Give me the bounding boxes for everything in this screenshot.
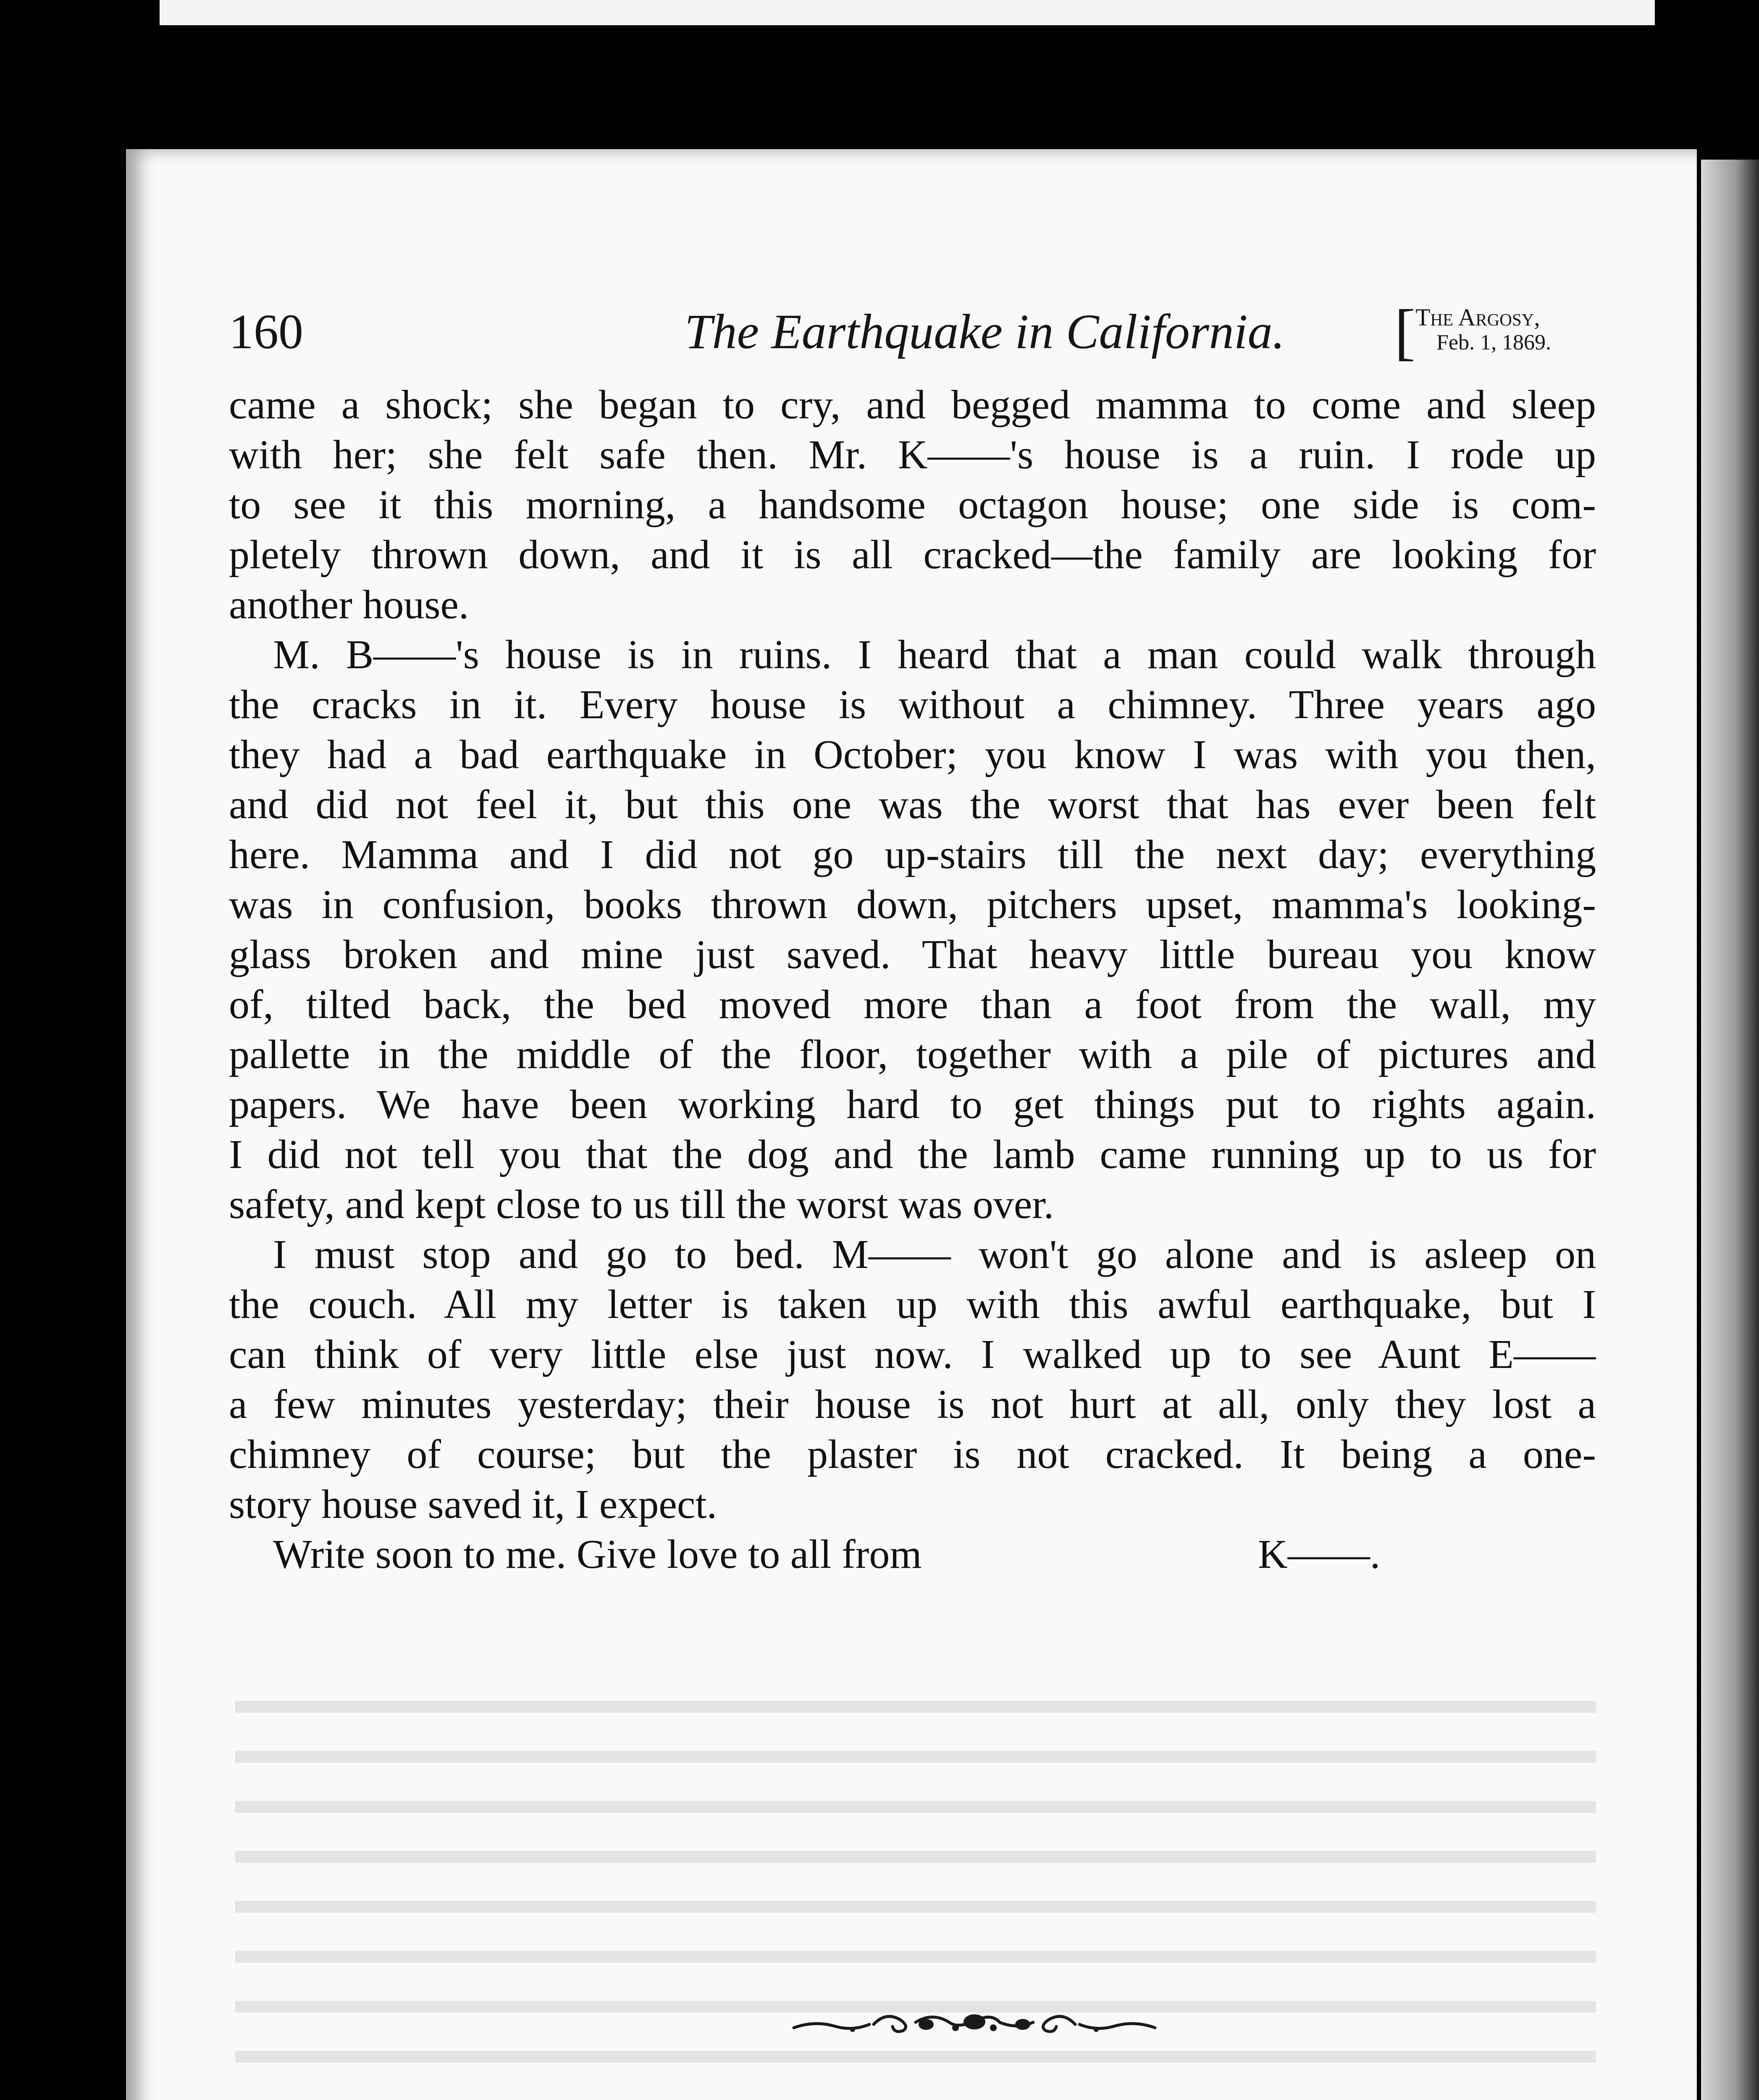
previous-page-edge — [160, 0, 1655, 25]
body-text — [229, 380, 1596, 1580]
page-number: 160 — [229, 304, 303, 359]
text-line: story house saved it, I expect. — [229, 1482, 717, 1527]
text-line: the couch. All my letter is taken up with this awful earthquake, but I — [229, 1282, 1596, 1327]
next-page-edge — [1701, 160, 1759, 2100]
text-line: M. B——'s house is in ruins. I heard that a man could walk through — [273, 632, 1596, 677]
text-line: was in confusion, books thrown down, pitchers upset, mamma's looking- — [229, 882, 1596, 927]
journal-name: The Argosy, — [1415, 304, 1540, 331]
text-line: a few minutes yesterday; their house is not hurt at all, only they lost a — [229, 1382, 1596, 1427]
text-line: another house. — [229, 582, 469, 627]
text-line: came a shock; she began to cry, and begged mamma to come and sleep — [229, 382, 1596, 428]
text-line: to see it this morning, a handsome octagon house; one side is com- — [229, 482, 1596, 528]
journal-date: Feb. 1, 1869. — [1436, 331, 1551, 354]
closing-line — [229, 1530, 1596, 1580]
bracket-glyph: [ — [1394, 297, 1415, 367]
text-line: and did not feel it, but this one was the worst that has ever been felt — [229, 782, 1596, 827]
text-line: here. Mamma and I did not go up-stairs till the next day; everything — [229, 832, 1596, 877]
signature: K——. — [1258, 1532, 1381, 1577]
text-line: can think of very little else just now. I walked up to see Aunt E—— — [229, 1332, 1596, 1377]
text-line: glass broken and mine just saved. That heavy little bureau you know — [229, 932, 1596, 977]
text-line: I did not tell you that the dog and the lamb came running up to us for — [229, 1132, 1596, 1177]
text-line: pallette in the middle of the floor, together with a pile of pictures and — [229, 1032, 1596, 1077]
text-line: of, tilted back, the bed moved more than a foot from the wall, my — [229, 982, 1596, 1027]
decorative-scroll-ornament-icon — [790, 2003, 1159, 2041]
page-header — [229, 297, 1596, 367]
text-line: pletely thrown down, and it is all cracked—the family are looking for — [229, 532, 1596, 578]
text-line: I must stop and go to bed. M—— won't go alone and is asleep on — [273, 1232, 1596, 1277]
closing-text: Write soon to me. Give love to all from — [273, 1532, 922, 1577]
text-line: with her; she felt safe then. Mr. K——'s house is a ruin. I rode up — [229, 432, 1596, 478]
text-line: chimney of course; but the plaster is not cracked. It being a one- — [229, 1432, 1596, 1477]
text-line: they had a bad earthquake in October; you know I was with you then, — [229, 732, 1596, 777]
running-title: The Earthquake in California. — [685, 304, 1285, 359]
text-line: the cracks in it. Every house is without a chimney. Three years ago — [229, 682, 1596, 727]
text-line: papers. We have been working hard to get things put to rights again. — [229, 1082, 1596, 1127]
journal-reference — [1394, 297, 1596, 367]
text-line: safety, and kept close to us till the worst was over. — [229, 1182, 1054, 1227]
